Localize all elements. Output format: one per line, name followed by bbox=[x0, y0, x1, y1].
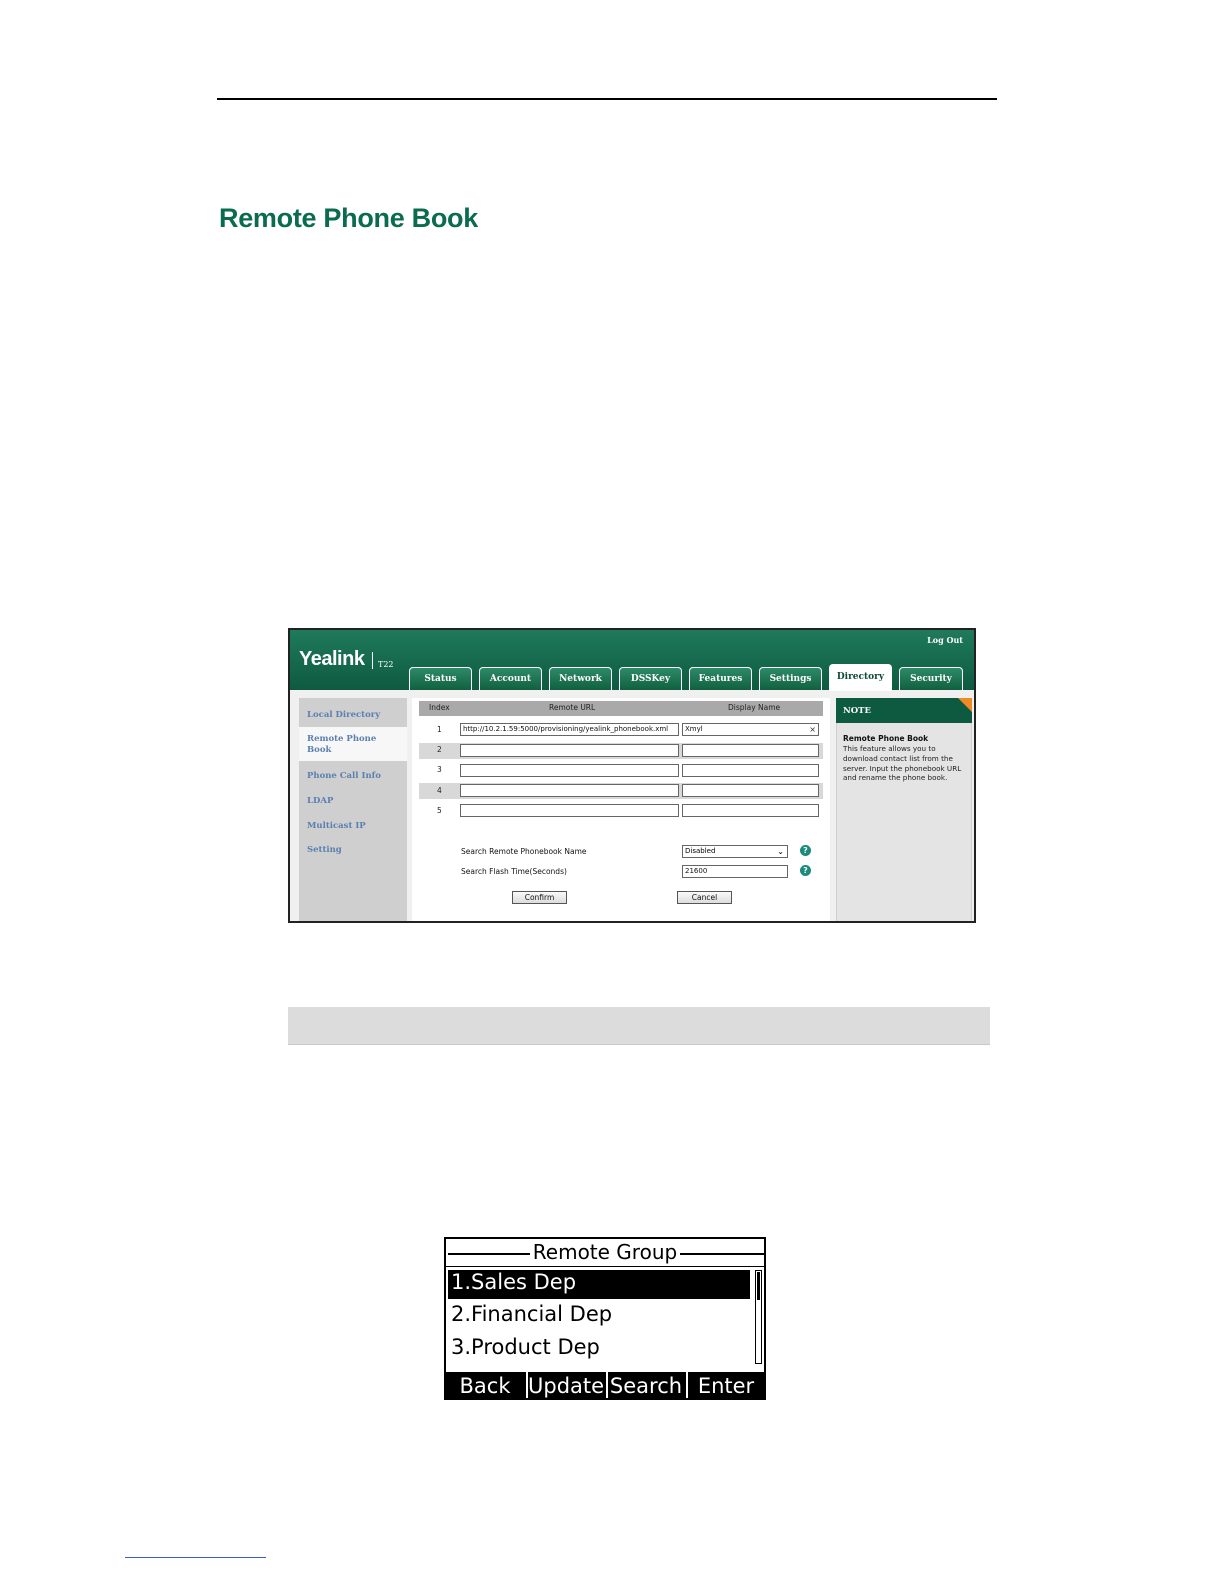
row-index: 2 bbox=[437, 745, 442, 754]
row-index: 3 bbox=[437, 765, 442, 774]
display-name-input[interactable] bbox=[682, 784, 819, 797]
search-name-select[interactable] bbox=[682, 845, 788, 858]
tab-account[interactable]: Account bbox=[479, 667, 542, 690]
note-corner-icon bbox=[958, 698, 972, 712]
brand-logo: Yealink bbox=[299, 648, 365, 670]
flash-time-input[interactable]: 21600 bbox=[682, 865, 788, 878]
model-label: T22 bbox=[378, 660, 394, 669]
lcd-screenshot bbox=[444, 1237, 766, 1400]
header-rule bbox=[217, 98, 997, 100]
help-icon[interactable]: ? bbox=[800, 845, 811, 856]
note-title: NOTE bbox=[843, 706, 871, 716]
tab-directory[interactable]: Directory bbox=[829, 664, 892, 691]
sidebar-item-local-directory[interactable]: Local Directory bbox=[307, 710, 381, 720]
display-name-input[interactable] bbox=[682, 723, 819, 736]
header-index: Index bbox=[429, 703, 450, 712]
logout-link[interactable]: Log Out bbox=[927, 635, 963, 645]
note-heading: Remote Phone Book bbox=[843, 734, 929, 743]
sidebar-item-multicast-ip[interactable]: Multicast IP bbox=[307, 821, 366, 831]
row-index: 1 bbox=[437, 725, 442, 734]
list-item[interactable]: 1.Sales Dep bbox=[451, 1270, 577, 1294]
clear-icon[interactable]: × bbox=[809, 725, 816, 734]
tab-status[interactable]: Status bbox=[409, 667, 472, 690]
display-name-input[interactable] bbox=[682, 764, 819, 777]
footer-rule bbox=[125, 1557, 266, 1558]
search-name-value: Disabled bbox=[685, 847, 716, 855]
remote-url-input[interactable] bbox=[460, 804, 679, 817]
softkey-search[interactable]: Search bbox=[609, 1374, 683, 1398]
sidebar-item-remote-phone-book[interactable]: Remote Phone Book bbox=[307, 734, 377, 755]
note-body: This feature allows you to download contact list from the server. Input the phonebook URL and rename the phone book. bbox=[843, 744, 962, 783]
tab-dsskey[interactable]: DSSKey bbox=[619, 667, 682, 690]
display-name-value: Xmyl bbox=[685, 725, 703, 733]
confirm-button[interactable]: Confirm bbox=[512, 891, 567, 904]
note-panel bbox=[836, 698, 972, 923]
display-name-input[interactable] bbox=[682, 804, 819, 817]
list-item[interactable]: 2.Financial Dep bbox=[451, 1302, 613, 1326]
help-icon[interactable]: ? bbox=[800, 865, 811, 876]
search-name-label: Search Remote Phonebook Name bbox=[461, 847, 587, 856]
cancel-button[interactable]: Cancel bbox=[677, 891, 732, 904]
lcd-title bbox=[446, 1240, 764, 1264]
row-index: 5 bbox=[437, 806, 442, 815]
tab-security[interactable]: Security bbox=[899, 667, 963, 690]
softkey-update[interactable]: Update bbox=[528, 1374, 605, 1398]
header-display-name: Display Name bbox=[728, 703, 781, 712]
softkey-enter[interactable]: Enter bbox=[697, 1374, 755, 1398]
remote-url-input[interactable] bbox=[460, 744, 679, 757]
title-underline bbox=[446, 1266, 764, 1267]
remote-url-input[interactable]: http://10.2.1.59:5000/provisioning/yealink_phonebook.xml bbox=[460, 723, 679, 736]
tab-network[interactable]: Network bbox=[549, 667, 612, 690]
display-name-input[interactable] bbox=[682, 744, 819, 757]
tab-settings[interactable]: Settings bbox=[759, 667, 822, 690]
flash-time-label: Search Flash Time(Seconds) bbox=[461, 867, 567, 876]
sidebar-item-ldap[interactable]: LDAP bbox=[307, 796, 334, 806]
scrollbar[interactable] bbox=[755, 1270, 762, 1364]
header-remote-url: Remote URL bbox=[549, 703, 596, 712]
list-item[interactable]: 3.Product Dep bbox=[451, 1335, 600, 1359]
chevron-down-icon: ⌄ bbox=[777, 847, 784, 856]
tab-features[interactable]: Features bbox=[689, 667, 752, 690]
softkey-back[interactable]: Back bbox=[459, 1374, 511, 1398]
scrollbar-thumb[interactable] bbox=[757, 1272, 760, 1300]
softkey-bar bbox=[446, 1372, 764, 1400]
section-title: Remote Phone Book bbox=[219, 203, 478, 233]
web-ui-screenshot bbox=[288, 628, 976, 923]
row-index: 4 bbox=[437, 786, 442, 795]
logo-divider bbox=[372, 652, 373, 669]
sidebar-item-setting[interactable]: Setting bbox=[307, 845, 342, 855]
sidebar-item-phone-call-info[interactable]: Phone Call Info bbox=[307, 771, 381, 781]
gray-band bbox=[288, 1007, 990, 1045]
lcd-title-text: Remote Group bbox=[532, 1240, 678, 1264]
remote-url-input[interactable] bbox=[460, 764, 679, 777]
remote-url-input[interactable] bbox=[460, 784, 679, 797]
